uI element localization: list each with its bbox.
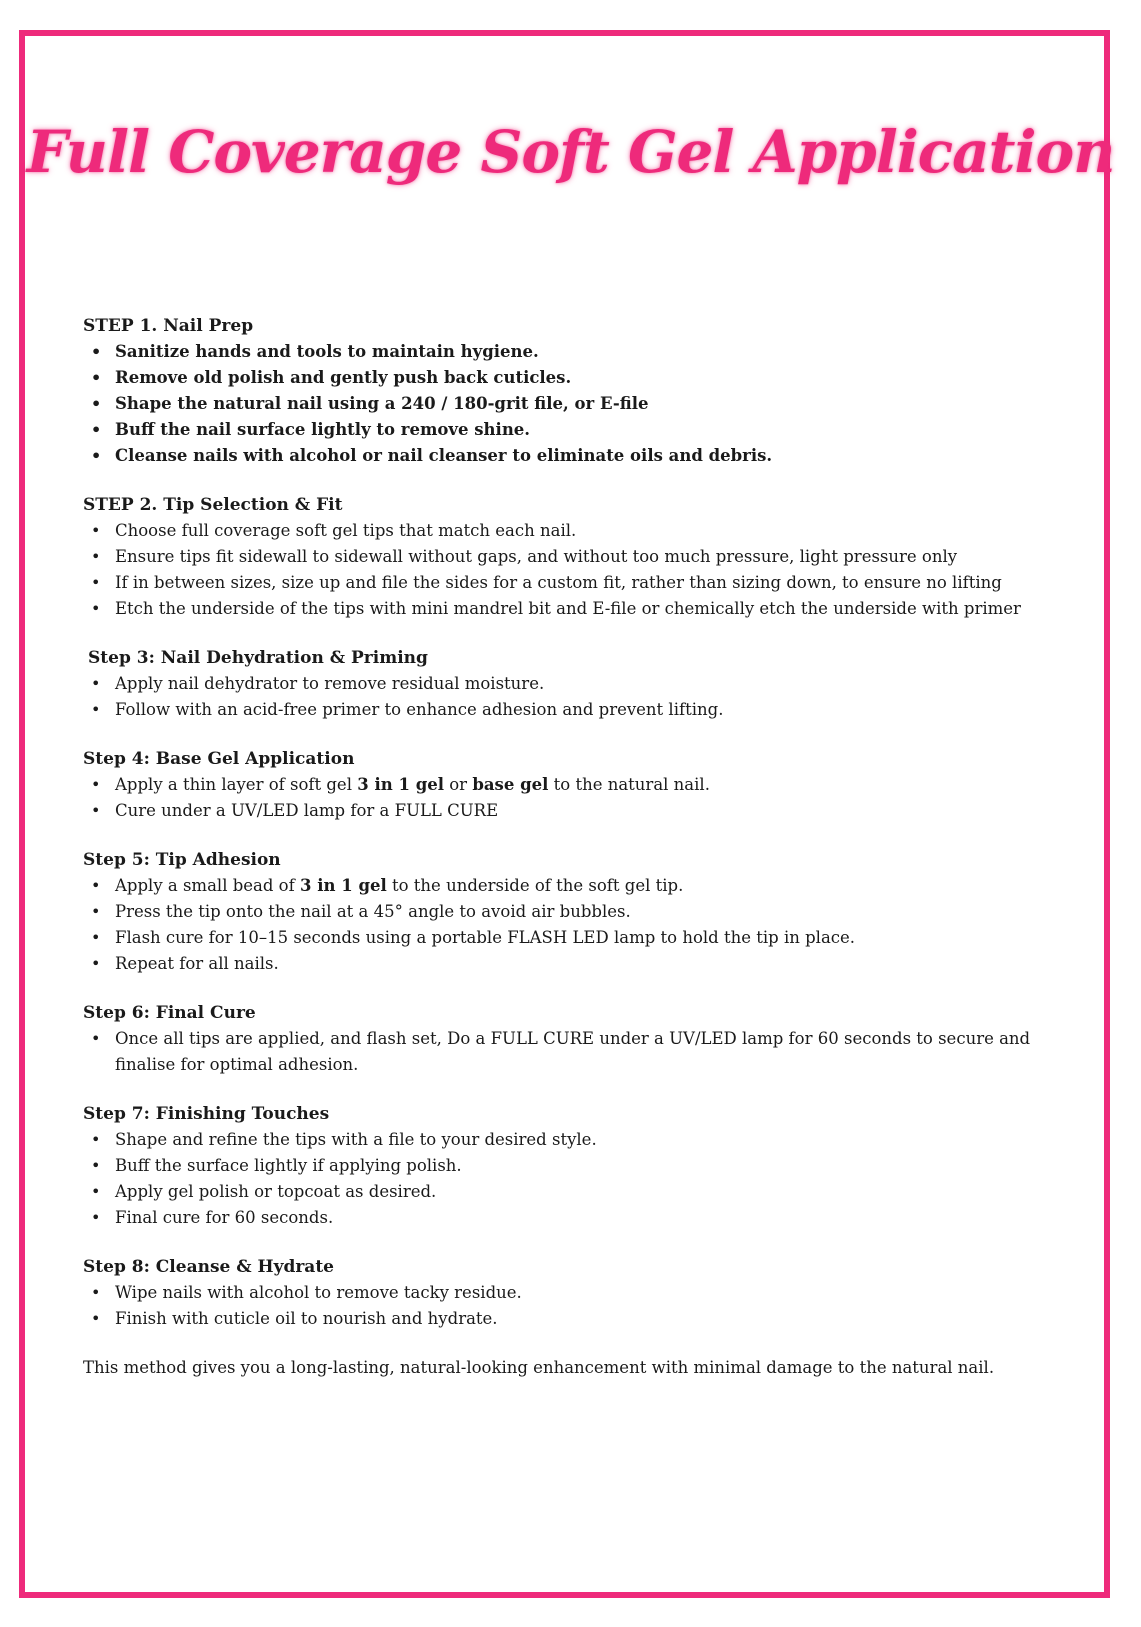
step-6-list	[83, 1026, 1073, 1078]
step-3-section	[83, 645, 1073, 723]
step-heading: Step 4: Base Gel Application	[83, 749, 355, 769]
step-heading: Step 8: Cleanse & Hydrate	[83, 1257, 334, 1277]
step-4-section	[83, 746, 1073, 824]
closing-paragraph: This method gives you a long-lasting, natural-looking enhancement with minimal damage to the natural nail.	[83, 1358, 995, 1377]
item-text: Apply a thin layer of soft gel	[115, 775, 358, 794]
step-2-section	[83, 492, 1073, 622]
step-2-list	[83, 518, 1073, 622]
list-item	[83, 873, 1073, 899]
list-item: • Cure under a UV/LED lamp for a FULL CURE	[83, 798, 1073, 824]
item-text: Apply a small bead of	[115, 876, 300, 895]
step-7-list	[83, 1127, 1073, 1231]
document-body	[83, 313, 1073, 1381]
list-item: • Choose full coverage soft gel tips that match each nail.	[83, 518, 1073, 544]
list-item: • If in between sizes, size up and file the sides for a custom fit, rather than sizing down, to ensure no lifting	[83, 570, 1073, 596]
step-heading: STEP 1. Nail Prep	[83, 316, 254, 336]
step-1-list	[83, 339, 1073, 469]
step-1-section	[83, 313, 1073, 469]
step-5-section	[83, 847, 1073, 977]
item-emphasis: 3 in 1 gel	[299, 876, 387, 895]
list-item: • Finish with cuticle oil to nourish and hydrate.	[83, 1306, 1073, 1332]
step-6-section	[83, 1000, 1073, 1078]
step-heading: Step 3: Nail Dehydration & Priming	[88, 648, 428, 668]
list-item: • Flash cure for 10–15 seconds using a portable FLASH LED lamp to hold the tip in place.	[83, 925, 1073, 951]
list-item: • Buff the surface lightly if applying polish.	[83, 1153, 1073, 1179]
step-heading: Step 5: Tip Adhesion	[83, 850, 281, 870]
list-item: • Follow with an acid-free primer to enhance adhesion and prevent lifting.	[83, 697, 1073, 723]
list-item	[83, 772, 1073, 798]
list-item: • Final cure for 60 seconds.	[83, 1205, 1073, 1231]
step-7-section	[83, 1101, 1073, 1231]
list-item: • Cleanse nails with alcohol or nail cleanser to eliminate oils and debris.	[83, 443, 1073, 469]
list-item: • Repeat for all nails.	[83, 951, 1073, 977]
step-4-list	[83, 772, 1073, 824]
item-emphasis: 3 in 1 gel	[357, 775, 444, 794]
step-3-list	[83, 671, 1073, 723]
step-5-list	[83, 873, 1073, 977]
list-item: • Shape and refine the tips with a file to your desired style.	[83, 1127, 1073, 1153]
step-heading: Step 7: Finishing Touches	[83, 1104, 330, 1124]
step-8-list	[83, 1280, 1073, 1332]
list-item: • Sanitize hands and tools to maintain hygiene.	[83, 339, 1073, 365]
list-item: • Press the tip onto the nail at a 45° angle to avoid air bubbles.	[83, 899, 1073, 925]
list-item: • Buff the nail surface lightly to remove shine.	[83, 417, 1073, 443]
list-item: • Apply nail dehydrator to remove residual moisture.	[83, 671, 1073, 697]
item-text: or	[444, 775, 473, 794]
item-text: to the natural nail.	[548, 775, 710, 794]
list-item: • Remove old polish and gently push back cuticles.	[83, 365, 1073, 391]
list-item: • Ensure tips fit sidewall to sidewall without gaps, and without too much pressure, light pressure only	[83, 544, 1073, 570]
item-emphasis: base gel	[472, 775, 549, 794]
page-title: Full Coverage Soft Gel Application	[26, 118, 1115, 186]
step-heading: STEP 2. Tip Selection & Fit	[83, 495, 343, 515]
list-item: • Wipe nails with alcohol to remove tacky residue.	[83, 1280, 1073, 1306]
item-text: to the underside of the soft gel tip.	[386, 876, 684, 895]
step-heading: Step 6: Final Cure	[83, 1003, 256, 1023]
list-item: • Apply gel polish or topcoat as desired.	[83, 1179, 1073, 1205]
list-item: • Shape the natural nail using a 240 / 180-grit file, or E-file	[83, 391, 1073, 417]
list-item: • Once all tips are applied, and flash set, Do a FULL CURE under a UV/LED lamp for 60 seconds to secure and finalise for optimal adhesion.	[83, 1026, 1073, 1078]
list-item: • Etch the underside of the tips with mini mandrel bit and E-file or chemically etch the underside with primer	[83, 596, 1073, 622]
step-8-section	[83, 1254, 1073, 1332]
